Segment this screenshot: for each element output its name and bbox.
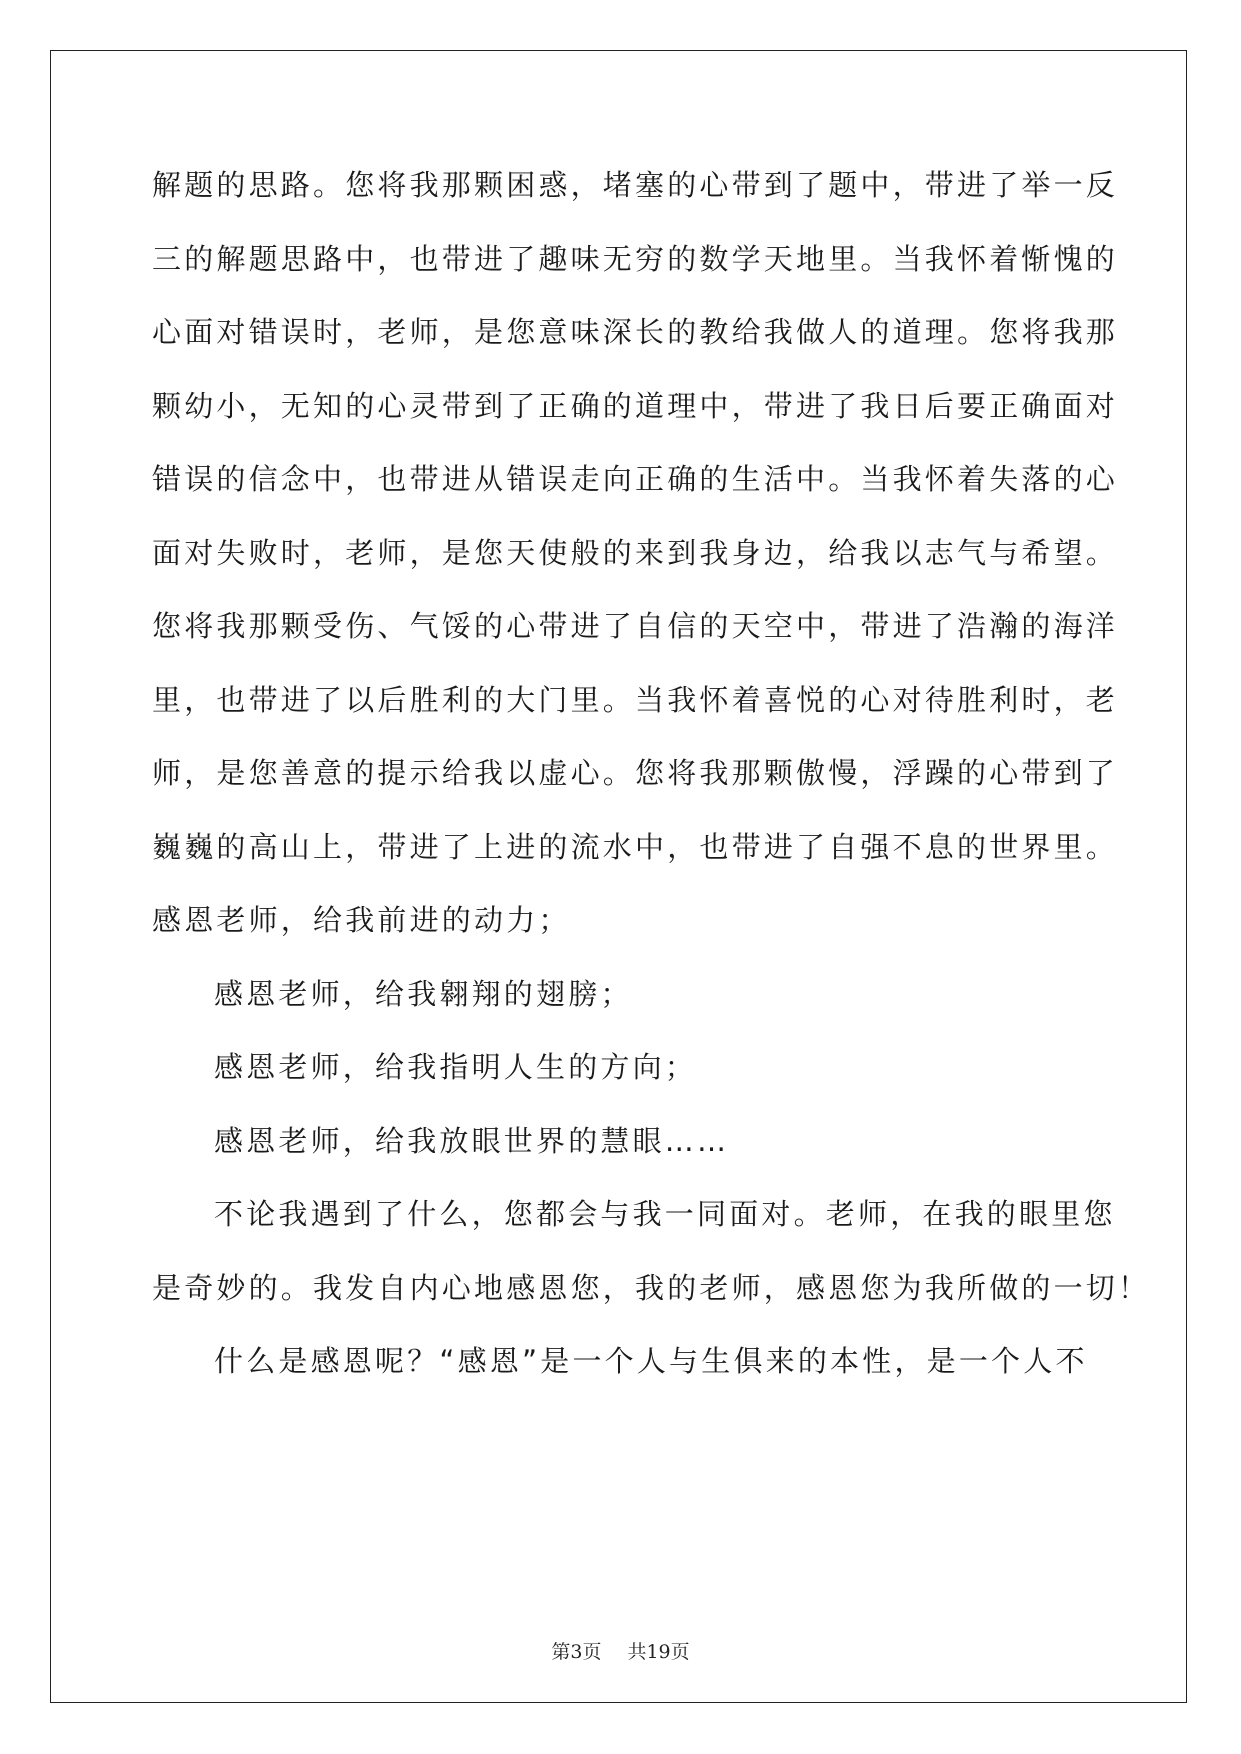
text-line: 感恩老师，给我前进的动力； (152, 903, 571, 937)
text-line: 什么是感恩呢？“感恩”是一个人与生俱来的本性，是一个人不 (214, 1344, 1088, 1378)
text-line: 感恩老师，给我放眼世界的慧眼…… (214, 1123, 730, 1158)
text-line: 您将我那颗受伤、气馁的心带进了自信的天空中，带进了浩瀚的海洋 (152, 609, 1119, 643)
text-line: 巍巍的高山上，带进了上进的流水中，也带进了自强不息的世界里。 (152, 829, 1119, 864)
text-line: 不论我遇到了什么，您都会与我一同面对。老师，在我的眼里您 (214, 1197, 1116, 1231)
text-line: 心面对错误时，老师，是您意味深长的教给我做人的道理。您将我那 (152, 315, 1119, 349)
text-line: 解题的思路。您将我那颗困惑，堵塞的心带到了题中，带进了举一反 (152, 168, 1119, 202)
page-number: 第3页 (551, 1641, 602, 1663)
text-line: 里，也带进了以后胜利的大门里。当我怀着喜悦的心对待胜利时，老 (152, 682, 1119, 717)
text-line: 颗幼小，无知的心灵带到了正确的道理中，带进了我日后要正确面对 (152, 388, 1119, 423)
text-line: 感恩老师，给我指明人生的方向； (214, 1050, 698, 1084)
text-line: 师，是您善意的提示给我以虚心。您将我那颗傲慢，浮躁的心带到了 (152, 756, 1119, 790)
document-body (152, 165, 1151, 1415)
text-line: 感恩老师，给我翱翔的翅膀； (214, 976, 633, 1011)
page-footer (0, 1637, 1241, 1664)
page-total: 共19页 (627, 1641, 690, 1663)
text-line: 三的解题思路中，也带进了趣味无穷的数学天地里。当我怀着惭愧的 (152, 241, 1119, 276)
text-line: 面对失败时，老师，是您天使般的来到我身边，给我以志气与希望。 (152, 535, 1119, 570)
text-line: 是奇妙的。我发自内心地感恩您，我的老师，感恩您为我所做的一切！ (152, 1270, 1151, 1305)
text-line: 错误的信念中，也带进从错误走向正确的生活中。当我怀着失落的心 (152, 462, 1119, 496)
